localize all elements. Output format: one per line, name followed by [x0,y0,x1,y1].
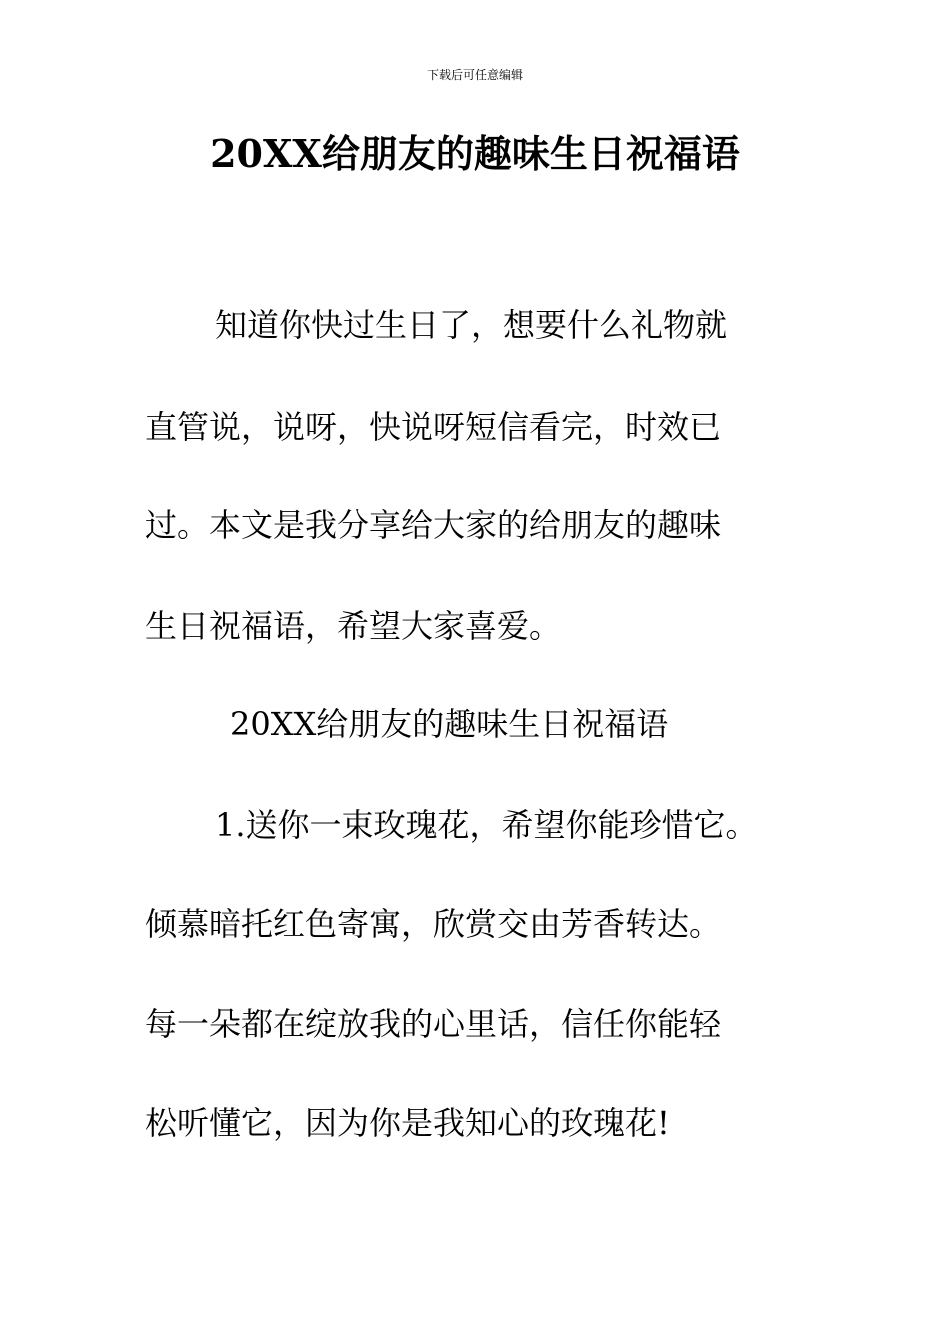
paragraph-line: 生日祝福语，希望大家喜爱。 [145,607,562,645]
paragraph-line: 倾慕暗托红色寄寓，欣赏交由芳香转达。 [145,905,722,943]
section-subtitle: 20XX给朋友的趣味生日祝福语 [230,705,669,743]
paragraph-line: 知道你快过生日了，想要什么礼物就 [215,306,728,344]
paragraph-line: 过。本文是我分享给大家的给朋友的趣味 [145,506,722,544]
paragraph-line: 1.送你一束玫瑰花，希望你能珍惜它。 [215,806,758,844]
header-note: 下载后可任意编辑 [426,68,523,82]
paragraph-line: 每一朵都在绽放我的心里话，信任你能轻 [145,1005,722,1043]
document-title: 20XX给朋友的趣味生日祝福语 [210,131,740,176]
paragraph-line: 松听懂它，因为你是我知心的玫瑰花! [145,1104,670,1142]
paragraph-line: 直管说，说呀，快说呀短信看完，时效已 [145,408,722,446]
